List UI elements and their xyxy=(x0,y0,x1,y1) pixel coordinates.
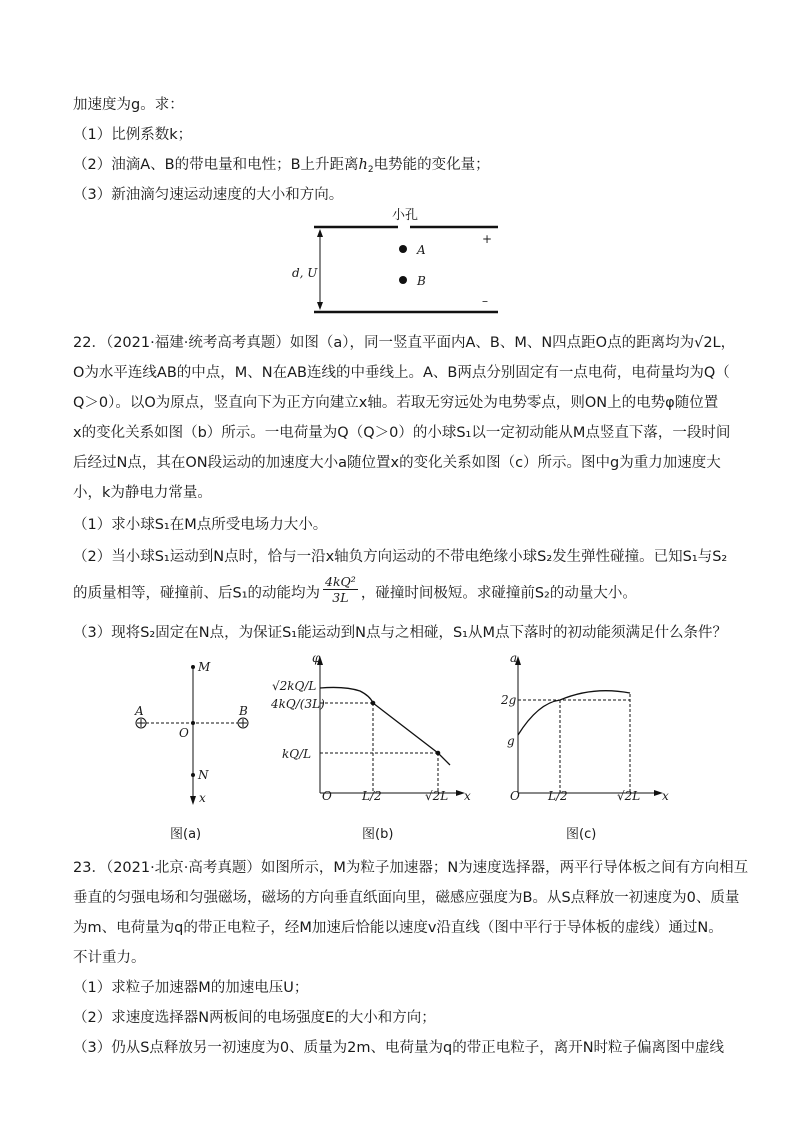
svg-text:√2kQ/L: √2kQ/L xyxy=(272,679,317,693)
q23-line4: 不计重力。 xyxy=(73,950,146,966)
q21-capacitor-diagram xyxy=(290,205,510,315)
q22-line5: 后经过N点，其在ON段运动的加速度大小a随位置x的变化关系如图（c）所示。图中g为重力加速度大 xyxy=(73,455,721,471)
oil-drop-a xyxy=(399,245,407,253)
q22-line6: 小，k为静电力常量。 xyxy=(73,485,212,501)
point-half-l xyxy=(371,701,376,706)
svg-text:x: x xyxy=(464,789,471,803)
q21-part2: （2）油滴A、B的带电量和电性；B上升距离$h_2$电势能的变化量； xyxy=(73,157,490,175)
svg-text:N: N xyxy=(198,768,209,782)
svg-text:O: O xyxy=(179,726,189,740)
q21-intro: 加速度为g。求： xyxy=(73,97,184,113)
svg-text:φ: φ xyxy=(312,651,321,665)
q23-part2: （2）求速度选择器N两板间的电场强度E的大小和方向； xyxy=(73,1010,436,1026)
q21-part3: （3）新油滴匀速运动速度的大小和方向。 xyxy=(73,187,344,203)
svg-text:x: x xyxy=(199,791,206,805)
svg-text:x: x xyxy=(662,789,669,803)
q22-line4: x的变化关系如图（b）所示。一电荷量为Q（Q＞0）的小球S₁以一定初动能从M点竖直下落，一段时间 xyxy=(73,425,731,441)
svg-text:a: a xyxy=(510,651,518,665)
point-n xyxy=(191,773,195,777)
svg-text:A: A xyxy=(135,704,144,718)
drop-b-label: B xyxy=(417,274,426,288)
figure-b xyxy=(270,648,490,848)
q23-line2: 垂直的匀强电场和匀强磁场，磁场的方向垂直纸面向里，磁感应强度为B。从S点释放一初速度为0、质量 xyxy=(73,890,740,906)
svg-text:O: O xyxy=(510,789,520,803)
point-m xyxy=(191,665,195,669)
point-o xyxy=(191,721,195,725)
q22-part2-line2: 的质量相等，碰撞前、后S₁的动能均为 $\frac{\text{4kQ²}}{3L}$ ，碰撞时间极短。求碰撞前S₂的动量大小。 xyxy=(73,574,637,605)
q23-part1: （1）求粒子加速器M的加速电压U； xyxy=(73,980,309,996)
q22-line1: 22．（2021·福建·统考高考真题）如图（a），同一竖直平面内A、B、M、N四点距O点的距离均为√2L， xyxy=(73,335,736,351)
svg-text:2g: 2g xyxy=(501,693,517,707)
svg-text:M: M xyxy=(198,660,211,674)
figure-c xyxy=(498,648,688,848)
svg-text:L/2: L/2 xyxy=(362,789,382,803)
q23-line3: 为m、电荷量为q的带正电粒子，经M加速后恰能以速度v沿直线（图中平行于导体板的虚线）通过N。 xyxy=(73,920,723,936)
q22-line2: O为水平连线AB的中点，M、N在AB连线的中垂线上。A、B两点分别固定有一点电荷，电荷量均为Q（ xyxy=(73,365,730,381)
plus-sign: + xyxy=(482,232,493,246)
drop-a-label: A xyxy=(417,243,426,257)
q22-part3: （3）现将S₂固定在N点，为保证S₁能运动到N点与之相碰，S₁从M点下落时的初动能须满足什么条件？ xyxy=(73,625,727,641)
oil-drop-b xyxy=(399,276,407,284)
svg-text:√2L: √2L xyxy=(425,789,449,803)
svg-text:O: O xyxy=(322,789,332,803)
q23-line1: 23．（2021·北京·高考真题）如图所示，M为粒子加速器；N为速度选择器，两平行导体板之间有方向相互 xyxy=(73,860,749,876)
kinetic-energy-fraction: $\frac{\text{4kQ²}}{3L}$ xyxy=(325,574,356,605)
q22-part1: （1）求小球S₁在M点所受电场力大小。 xyxy=(73,517,328,533)
svg-text:4kQ/(3L): 4kQ/(3L) xyxy=(271,697,325,711)
svg-text:g: g xyxy=(507,734,515,748)
svg-text:√2L: √2L xyxy=(617,789,641,803)
acceleration-curve xyxy=(518,691,630,735)
point-root2-l xyxy=(436,751,441,756)
svg-text:B: B xyxy=(239,704,248,718)
side-label: d, U xyxy=(292,266,318,280)
svg-text:图(a): 图(a) xyxy=(170,827,202,842)
minus-sign: – xyxy=(482,294,488,308)
q23-part3: （3）仍从S点释放另一初速度为0、质量为2m、电荷量为q的带正电粒子，离开N时粒子偏离图中虚线 xyxy=(73,1040,725,1056)
svg-text:图(b): 图(b) xyxy=(362,827,394,842)
svg-text:L/2: L/2 xyxy=(548,789,568,803)
svg-text:图(c): 图(c) xyxy=(566,827,597,842)
figure-a xyxy=(125,655,265,845)
q22-line3: Q＞0）。以O为原点，竖直向下为正方向建立x轴。若取无穷远处为电势零点，则ON上的电势φ随位置 xyxy=(73,395,719,411)
svg-text:kQ/L: kQ/L xyxy=(282,747,312,761)
q21-part1: （1）比例系数k； xyxy=(73,127,193,143)
q22-part2-line1: （2）当小球S₁运动到N点时，恰与一沿x轴负方向运动的不带电绝缘小球S₂发生弹性碰撞。已知S₁与S₂ xyxy=(73,549,728,565)
hole-label: 小孔 xyxy=(392,208,419,223)
